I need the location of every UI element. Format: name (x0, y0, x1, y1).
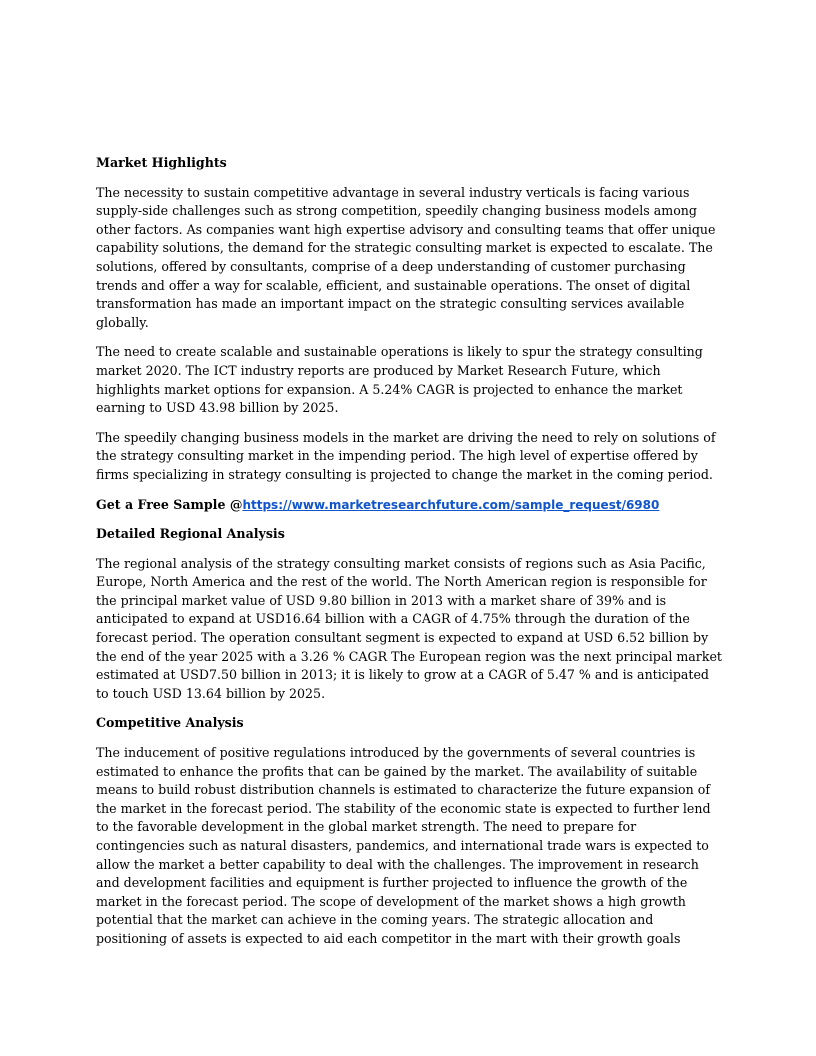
competitive-analysis-paragraph: The inducement of positive regulations introduced by the governments of several countries is estimated to enhance the profits that can be gained by the market. The availability of suitable means to build robust distribution channels is estimated to characterize the future expansion of the market in the forecast period. The stability of the economic state is expected to further lend to the favorable development in the global market strength. The need to prepare for contingencies such as natural disasters, pandemics, and international trade wars is expected to allow the market a better capability to deal with the challenges. The improvement in research and development facilities and equipment is further projected to influence the growth of the market in the forecast period. The scope of development of the market shows a high growth potential that the market can achieve in the coming years. The strategic allocation and positioning of assets is expected to aid each competitor in the mart with their growth goals (96, 745, 711, 946)
market-highlights-heading: Market Highlights (96, 155, 227, 170)
market-highlights-paragraph-3: The speedily changing business models in the market are driving the need to rely on solutions of the strategy consulting market in the impending period. The high level of expertise offered by firms specializing in strategy consulting is projected to change the market in the coming period. (96, 429, 716, 482)
free-sample-label: Get a Free Sample @ (96, 496, 243, 512)
competitive-analysis-heading: Competitive Analysis (96, 715, 244, 731)
regional-analysis-heading: Detailed Regional Analysis (96, 526, 285, 542)
free-sample-link[interactable]: https://www.marketresearchfuture.com/sample_request/6980 (242, 497, 660, 512)
document-page (96, 154, 722, 960)
market-highlights-paragraph-2: The need to create scalable and sustainable operations is likely to spur the strategy consulting market 2020. The ICT industry reports are produced by Market Research Future, which highlights market options for expansion. A 5.24% CAGR is projected to enhance the market earning to USD 43.98 billion by 2025. (96, 344, 703, 416)
market-highlights-paragraph-1: The necessity to sustain competitive advantage in several industry verticals is facing various supply-side challenges such as strong competition, speedily changing business models among other factors. As companies want high expertise advisory and consulting teams that offer unique capability solutions, the demand for the strategic consulting market is expected to escalate. The solutions, offered by consultants, comprise of a deep understanding of customer purchasing trends and offer a way for scalable, efficient, and sustainable operations. The onset of digital transformation has made an important impact on the strategic consulting services available globally. (96, 184, 716, 330)
regional-analysis-paragraph: The regional analysis of the strategy consulting market consists of regions such as Asia Pacific, Europe, North America and the rest of the world. The North American region is responsible for the principal market value of USD 9.80 billion in 2013 with a market share of 39% and is anticipated to expand at USD16.64 billion with a CAGR of 4.75% through the duration of the forecast period. The operation consultant segment is expected to expand at USD 6.52 billion by the end of the year 2025 with a 3.26 % CAGR The European region was the next principal market estimated at USD7.50 billion in 2013; it is likely to grow at a CAGR of 5.47 % and is anticipated to touch USD 13.64 billion by 2025. (96, 555, 722, 701)
free-sample-line (96, 496, 722, 515)
